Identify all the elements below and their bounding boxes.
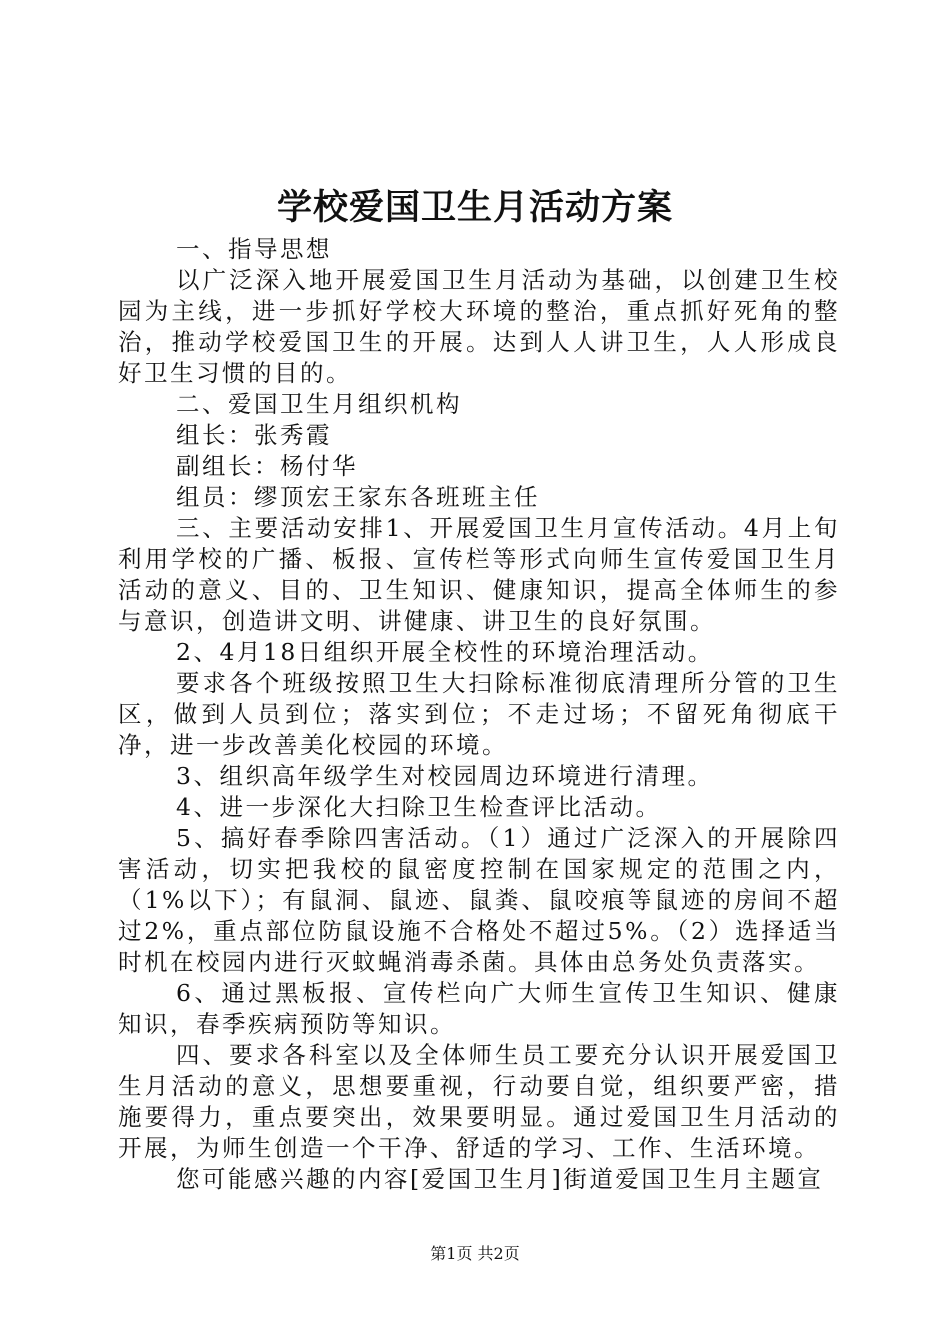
paragraph-activity-6: 6、通过黑板报、宣传栏向广大师生宣传卫生知识、健康知识，春季疾病预防等知识。 — [118, 979, 840, 1038]
paragraph-activity-2-requirements: 要求各个班级按照卫生大扫除标准彻底清理所分管的卫生区，做到人员到位；落实到位；不走过场；不留死角彻底干净，进一步改善美化校园的环境。 — [118, 669, 840, 759]
paragraph-group-members: 组员：缪顶宏王家东各班班主任 — [176, 483, 540, 511]
paragraph-deputy-leader: 副组长：杨付华 — [176, 452, 358, 480]
paragraph-guiding-ideology: 以广泛深入地开展爱国卫生月活动为基础，以创建卫生校园为主线，进一步抓好学校大环境的整治，重点抓好死角的整治，推动学校爱国卫生的开展。达到人人讲卫生，人人形成良好卫生习惯的目的。 — [118, 266, 840, 387]
paragraph-activity-3: 3、组织高年级学生对校园周边环境进行清理。 — [176, 762, 714, 790]
section-heading-organization: 二、爱国卫生月组织机构 — [176, 390, 462, 418]
page-footer: 第1页 共2页 — [430, 1244, 520, 1263]
section-heading-guiding-ideology: 一、指导思想 — [176, 235, 332, 263]
paragraph-activity-2: 2、4月18日组织开展全校性的环境治理活动。 — [176, 638, 714, 666]
document-body — [118, 234, 840, 1195]
document-title: 学校爱国卫生月活动方案 — [276, 187, 673, 228]
paragraph-activity-1: 三、主要活动安排1、开展爱国卫生月宣传活动。4月上旬利用学校的广播、板报、宣传栏等形式向师生宣传爱国卫生月活动的意义、目的、卫生知识、健康知识，提高全体师生的参与意识，创造讲文明、讲健康、讲卫生的良好氛围。 — [118, 514, 840, 635]
paragraph-activity-4: 4、进一步深化大扫除卫生检查评比活动。 — [176, 793, 662, 821]
paragraph-requirements: 四、要求各科室以及全体师生员工要充分认识开展爱国卫生月活动的意义，思想要重视，行动要自觉，组织要严密，措施要得力，重点要突出，效果要明显。通过爱国卫生月活动的开展，为师生创造一个干净、舒适的学习、工作、生活环境。 — [118, 1041, 840, 1162]
paragraph-group-leader: 组长：张秀霞 — [176, 421, 332, 449]
paragraph-activity-5: 5、搞好春季除四害活动。（1）通过广泛深入的开展除四害活动，切实把我校的鼠密度控制在国家规定的范围之内，（1%以下）；有鼠洞、鼠迹、鼠粪、鼠咬痕等鼠迹的房间不超过2%，重点部位防鼠设施不合格处不超过5%。（2）选择适当时机在校园内进行灭蚊蝇消毒杀菌。具体由总务处负责落实。 — [118, 824, 840, 976]
paragraph-related-content: 您可能感兴趣的内容[爱国卫生月]街道爱国卫生月主题宣 — [176, 1165, 824, 1193]
